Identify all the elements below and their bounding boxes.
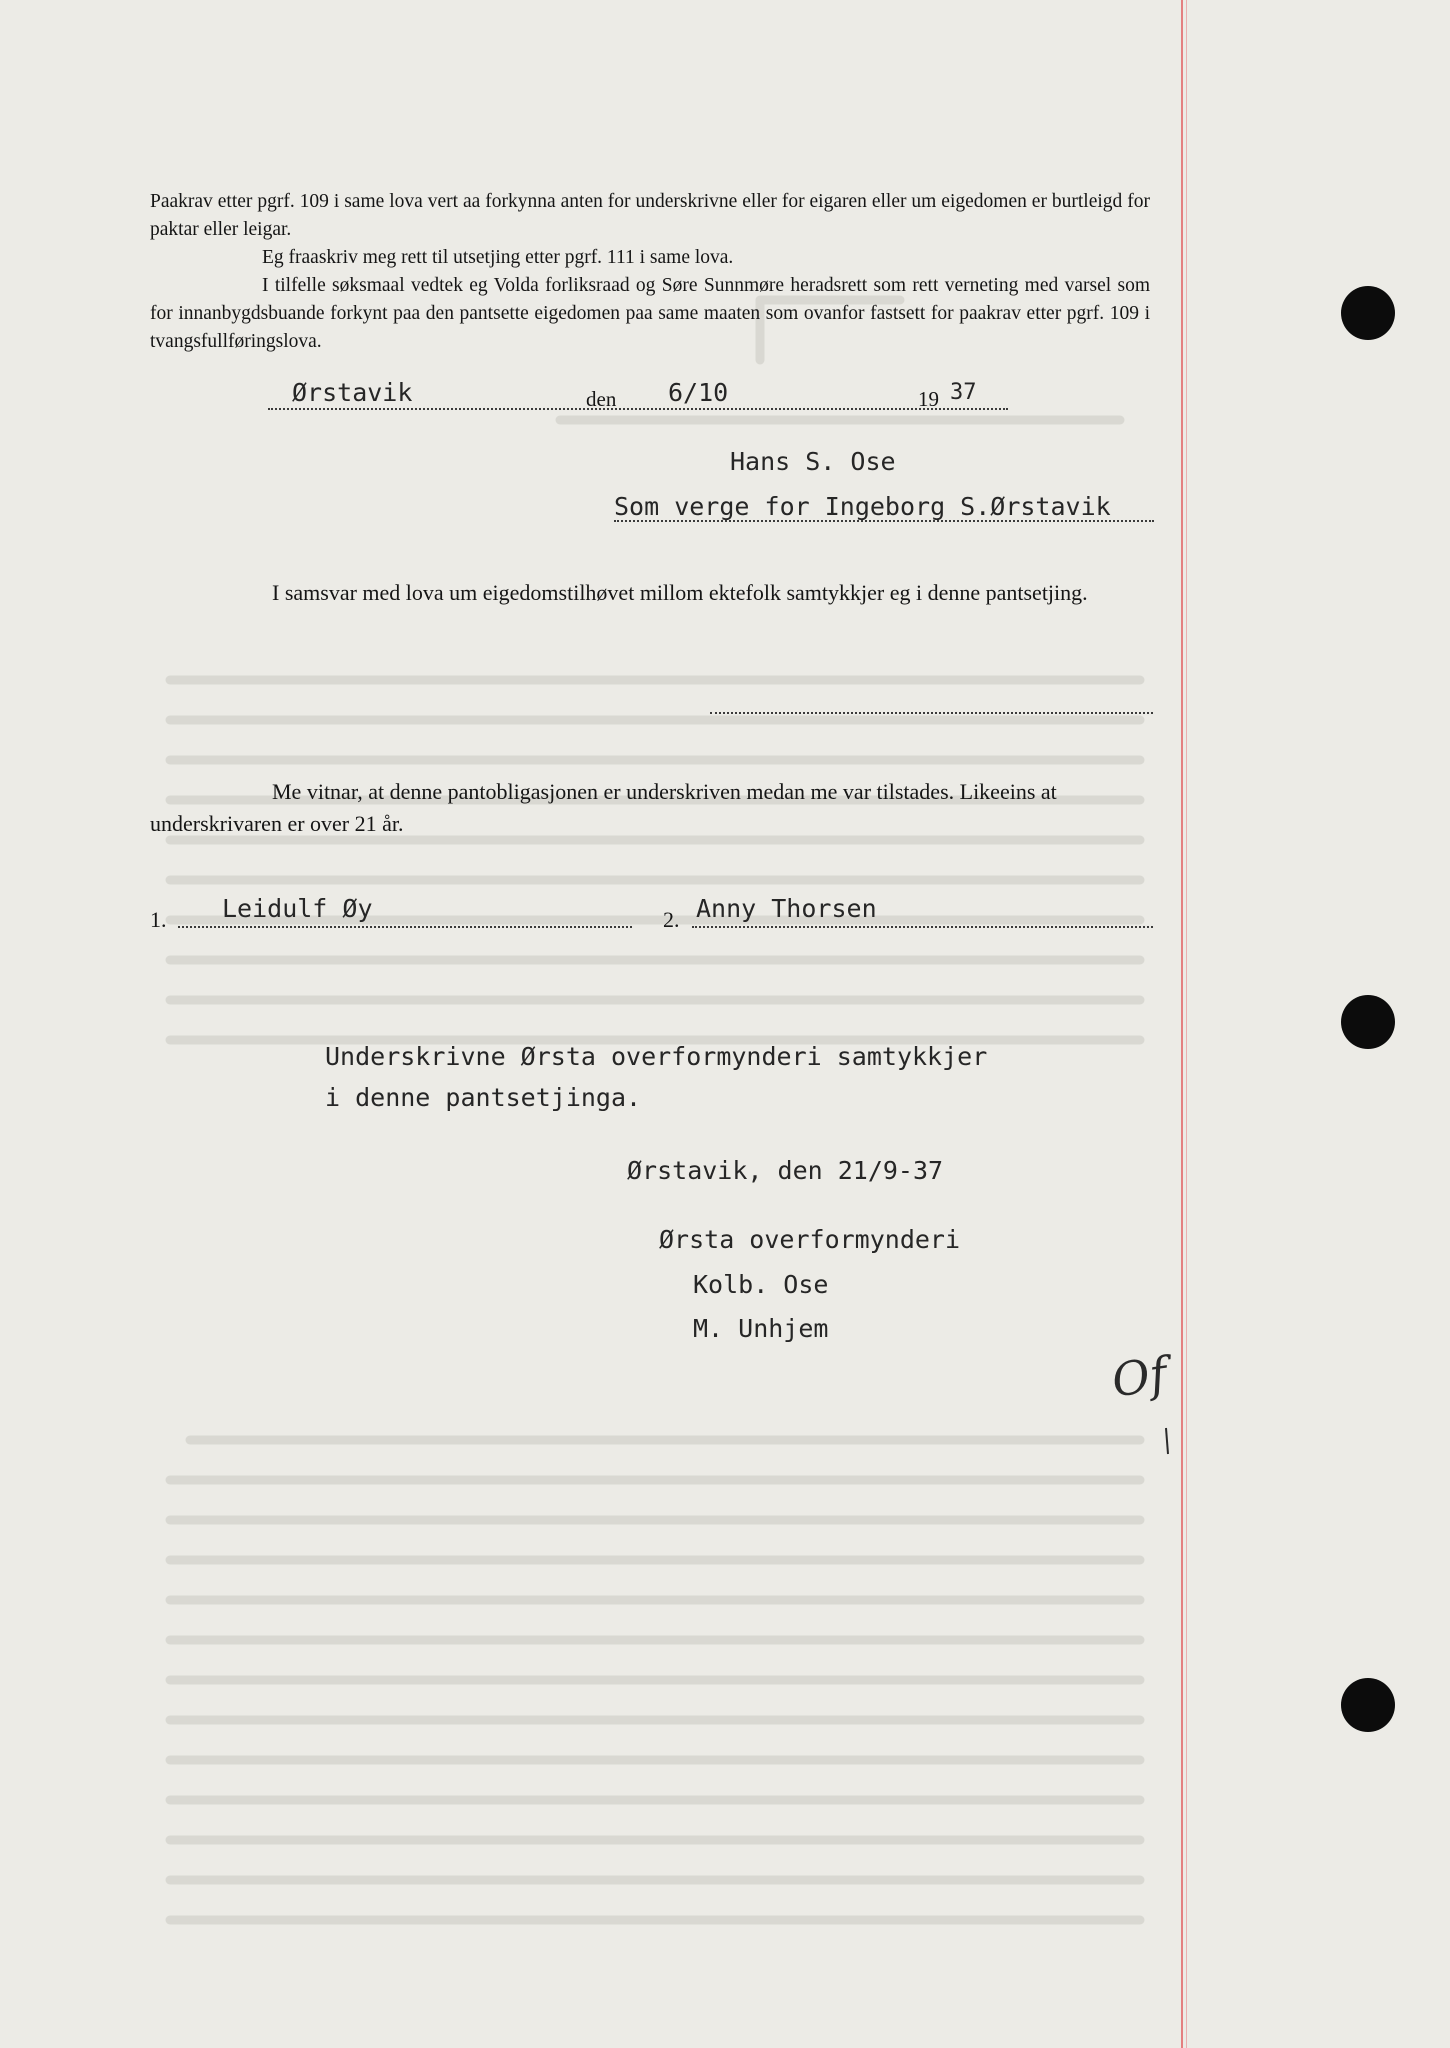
guardian-signer-2: M. Unhjem [693,1314,829,1343]
signing-date: 6/10 [668,378,729,407]
terms-line-1: Paakrav etter pgrf. 109 i same lova vert aa forkynna anten for underskrivne eller for eigaren eller um eigedomen er burtleigd for paktar eller leigar. [150,191,1150,240]
terms-line-2: Eg fraaskriv meg rett til utsetjing etter pgrf. 111 i same lova. [262,247,734,268]
guardian-signer-1: Kolb. Ose [693,1270,829,1299]
consent-text: I samsvar med lova um eigedomstilhøvet millom ektefolk samtykkjer eg i denne pantsetjing. [272,580,1088,605]
initials-stroke-mark [1163,1426,1175,1456]
date-line-dots [268,408,1008,410]
witness-2-line [692,926,1153,928]
date-label: den [586,387,617,411]
guardian-consent-line-1: Underskrivne Ørsta overformynderi samtykkjer [325,1042,988,1071]
year-prefix: 19 [918,387,939,411]
witness-1-line [178,926,632,928]
witness-2-name: Anny Thorsen [696,894,877,923]
terms-paragraph [150,188,1150,356]
guardian-date-line: Ørstavik, den 21/9-37 [627,1156,944,1185]
signer-role: Som verge for Ingeborg S.Ørstavik [614,492,1111,521]
guardian-consent-line-2: i denne pantsetjinga. [325,1083,642,1112]
witness-1-number: 1. [150,907,167,932]
witness-1-name: Leidulf Øy [222,894,373,923]
signing-place: Ørstavik [292,378,413,407]
terms-line-3: I tilfelle søksmaal vedtek eg Volda forliksraad og Søre Sunnmøre heradsrett som rett verneting med varsel som for innanbygdsbuande forkynt paa den pantsette eigedomen paa same maaten som ovanfor fastsett for paakrav etter pgrf. 109 i tvangsfullføringslova. [150,275,1150,352]
witness-text: Me vitnar, at denne pantobligasjonen er underskriven medan me var tilstades. Likeeins at underskrivaren er over 21 år. [150,779,1057,836]
consent-paragraph [150,577,1152,609]
guardian-org: Ørsta overformynderi [659,1225,961,1254]
signing-year: 37 [950,380,977,405]
spouse-signature-line [710,712,1153,714]
witness-2-number: 2. [663,907,680,932]
witness-paragraph [150,776,1152,840]
handwritten-initials: Of [1108,1346,1171,1408]
signer-name: Hans S. Ose [730,447,896,476]
